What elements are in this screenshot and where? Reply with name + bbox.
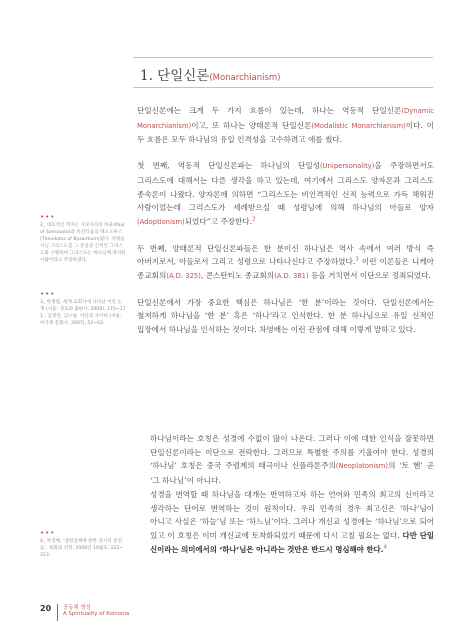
quote-paragraph-2: 성경을 번역할 때 하나님을 대개는 번역하고자 하는 언어와 민족의 최고의 신이라고 생각하는 단어로 번역하는 것이 원칙이다. 우리 민족의 경우 최고신은 ‘하나’님이 아니고 사실은 ‘하늘’님 또는 ‘하느님’이다. 그러나 개신교 성경에는 ‘하나님’으로 되어 있고 이 호칭은 이미 개신교에 토착화되었기 때문에 다시 고칠 필요는 없다. 다만 단일 신이라는 의미에서의 ‘하나’님은 아니라는 것만은 반드시 명심해야 한다.$^4$: [150, 489, 434, 554]
series-title-en: A Spirituality of Koinonia: [63, 611, 130, 617]
section-title-english: (Monarchianism): [209, 73, 281, 83]
paragraph-2: 첫 번째, 역동적 단일신론파는 하나님의 단일성(Unipersonality)을 주장하면서도 그리스도에 대해서는 다른 생각을 하고 있는데, 여기에서 그리스도 양자론과 그리스도 종속론이 나왔다. 양자론에 의하면 “그리스도는 비인격적인 신적 능력으로 가득 채워진 사람이었는데 그리스도가 세례받으실 때 성령님에 의해 하나님의 아들로 양자(Adoptionism)되었다”고 주장한다.$^2$: [137, 161, 434, 226]
footnote-ref-3: 3: [355, 256, 359, 263]
page-number: 20: [40, 604, 52, 613]
series-title-ko: 공동체 영성: [63, 605, 91, 611]
sidenote-2: ••• 2_ 대표적인 학자는 사모사타의 바울(Paul of Samosata)과 비잔티움의 테오도투스(Theodotus of Byzantium)였다. 엇평을 지닌 그리스도를 그 본질상 신적인 그리스도와 구별하여 그리스도는 하나님께 양자된 사람이라고 주장하였다.: [40, 213, 126, 263]
quote-paragraph-1: 하나님이라는 호칭은 성경에 수없이 많이 나온다. 그러나 이에 대한 인식을 잘못하면 단일신론이라는 이단으로 전락한다. 그러므로 특별한 주의를 기울여야 한다. 성경의 ‘하나님’ 호칭은 중국 주렴계의 태극이나 신플라톤주의(Neoplatonism)의 ‘토 헨’ 곧 ‘그 하나님’이 아니다.: [150, 434, 434, 486]
top-rule: [133, 57, 433, 58]
sidenote-3: ••• 3_ 한병엽, 세계 교회사에 나타난 이단 논쟁 (서울: 경로회 출판사, 2000), 170~171 ; 김명연, 김구필, 이단과 사이비 (서울: 여가제 문화사, 2007), 52~63.: [40, 290, 126, 326]
paragraph-3: 두 번째, 양태론적 단일신론파들은 한 분이신 하나님은 역사 속에서 여러 방식 즉 아버지로서, 아들로서 그리고 성령으로 나타나신다고 주장하였다.$^3$ 이런 이론들은 니케아 종교회의(A.D. 325), 콘스탄티노 종교회의(A.D. 381) 등을 거치면서 이단으로 정죄되었다.: [137, 243, 434, 281]
block-quote: [150, 432, 434, 556]
footer-divider: [57, 604, 58, 621]
footnote-ref-2: 2: [252, 216, 256, 223]
paragraph-4: 단일신론에서 가장 중요한 핵심은 하나님은 ‘한 분’이라는 것이다. 단일신론에서는 철저하게 하나님을 ‘한 분’ 혹은 ‘하나’라고 인식한다. 한 분 하나님으로 유일 신적인 입장에서 하나님을 인식하는 것이다. 차영배는 이런 관점에 대해 이렇게 말하고 있다.: [137, 297, 434, 335]
body-block-1: [137, 104, 434, 349]
paragraph-1: 단일신론에는 크게 두 가지 흐름이 있는데, 하나는 역동적 단일신론(Dynamic Monarchianism)이고, 또 하나는 양태론적 단일신론(Modalistic Monarchianism)이다. 이 두 흐름은 모두 하나님의 유일 인격성을 고수하려고 애를 썼다.: [137, 106, 434, 145]
section-title: 1. 단일신론(Monarchianism): [140, 68, 281, 84]
sidenote-marker: •••: [40, 290, 56, 298]
sidenote-marker: •••: [40, 213, 56, 221]
footnote-ref-4: 4: [383, 544, 387, 551]
sidenote-marker: •••: [40, 529, 56, 537]
title-rule: [133, 87, 433, 88]
sidenote-4: ••• 4_ 차영배, ‘성령일체에 관한 성서의 증언들’, 목회와 신학, 2000년 10월호, 222~223.: [40, 529, 126, 559]
